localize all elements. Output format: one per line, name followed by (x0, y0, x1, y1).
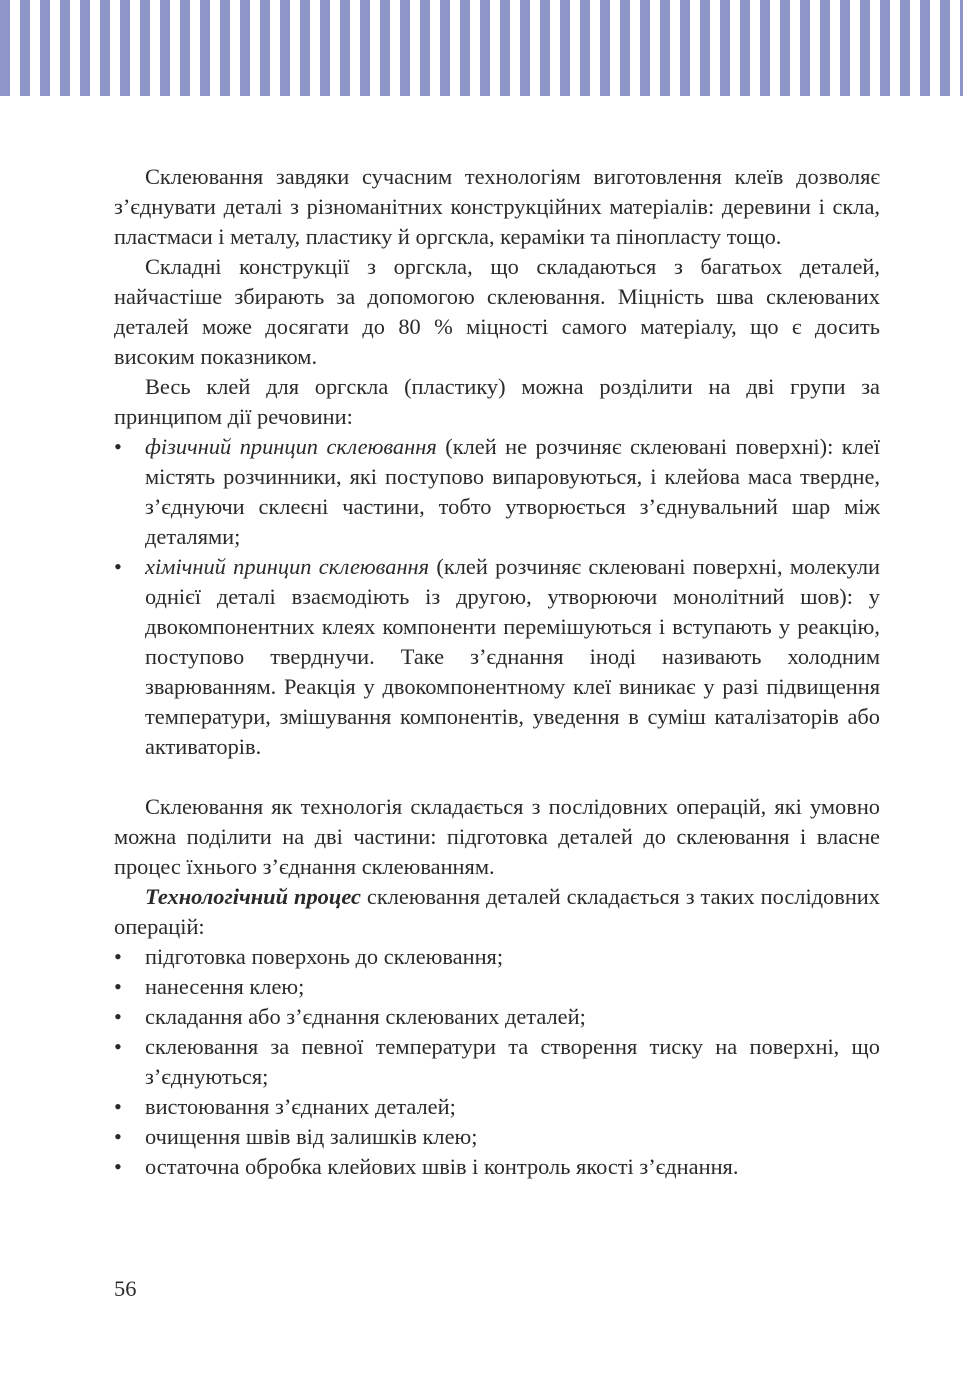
list-item (114, 1092, 880, 1122)
step-text: очищення швів від залишків клею; (145, 1124, 478, 1149)
list-item (114, 972, 880, 1002)
term-physical-principle: фізичний принцип склеювання (145, 434, 437, 459)
step-text: склеювання за певної температури та створення тиску на поверхні, що з’єднуються; (145, 1034, 880, 1089)
bullet-icon: • (114, 434, 122, 459)
step-text: підготовка поверхонь до склеювання; (145, 944, 504, 969)
step-text: нанесення клею; (145, 974, 305, 999)
step-text: вистоювання з’єднаних деталей; (145, 1094, 456, 1119)
text-physical-principle: (клей не розчиняє склеювані поверхні): клеї містять розчинники, які поступово випаровуються, і клейова маса твердне, з’єднуючи склеєні частини, тобто утворюється з’єднувальний шар між деталями; (145, 434, 881, 549)
bullet-icon: • (114, 1004, 122, 1029)
list-item-physical-principle (114, 432, 880, 552)
step-text: складання або з’єднання склеюваних деталей; (145, 1004, 586, 1029)
page-number: 56 (114, 1276, 137, 1301)
section-gap (114, 762, 880, 792)
list-item (114, 1032, 880, 1092)
principles-list (114, 432, 880, 762)
list-item (114, 942, 880, 972)
list-item (114, 1002, 880, 1032)
page-content (114, 162, 880, 1182)
term-chemical-principle: хімічний принцип склеювання (145, 554, 430, 579)
list-item-chemical-principle (114, 552, 880, 762)
bullet-icon: • (114, 554, 122, 579)
paragraph-complex-constructions: Складні конструкції з оргскла, що складаються з багатьох деталей, найчастіше збирають за допомогою склеювання. Міцність шва склеюваних деталей може досягати до 80 % міцності самого матеріалу, що є досить високим показником. (114, 254, 880, 369)
paragraph-technological-process (114, 882, 880, 942)
decorative-stripes-header (0, 0, 963, 96)
text-chemical-principle: (клей розчиняє склеювані поверхні, молекули однієї деталі взаємодіють із другою, утворюючи монолітний шов): у двокомпонентних клеях компоненти перемішуються і вступають у реакцію, поступово тверднучи. Таке з’єднання іноді називають холодним зварюванням. Реакція у двокомпонентному клеї виникає у разі підвищення температури, змішування компонентів, уведення в суміш каталізаторів або активаторів. (145, 554, 880, 759)
bullet-icon: • (114, 1034, 122, 1059)
bullet-icon: • (114, 1124, 122, 1149)
paragraph-gluing-intro: Склеювання завдяки сучасним технологіям виготовлення клеїв дозволяє з’єднувати деталі з різноманітних конструкційних матеріалів: деревини і скла, пластмаси і металу, пластику й оргскла, кераміки та пінопласту тощо. (114, 164, 880, 249)
list-item (114, 1152, 880, 1182)
term-technological-process: Технологічний процес (145, 884, 361, 909)
paragraph-glue-groups: Весь клей для оргскла (пластику) можна розділити на дві групи за принципом дії речовини: (114, 374, 880, 429)
bullet-icon: • (114, 944, 122, 969)
steps-list (114, 942, 880, 1182)
bullet-icon: • (114, 974, 122, 999)
bullet-icon: • (114, 1094, 122, 1119)
bullet-icon: • (114, 1154, 122, 1179)
list-item (114, 1122, 880, 1152)
text-technological-process: склеювання деталей складається з таких послідовних операцій: (114, 884, 880, 939)
paragraph-gluing-technology: Склеювання як технологія складається з послідовних операцій, які умовно можна поділити на дві частини: підготовка деталей до склеювання і власне процес їхнього з’єднання склеюванням. (114, 794, 880, 879)
step-text: остаточна обробка клейових швів і контроль якості з’єднання. (145, 1154, 739, 1179)
